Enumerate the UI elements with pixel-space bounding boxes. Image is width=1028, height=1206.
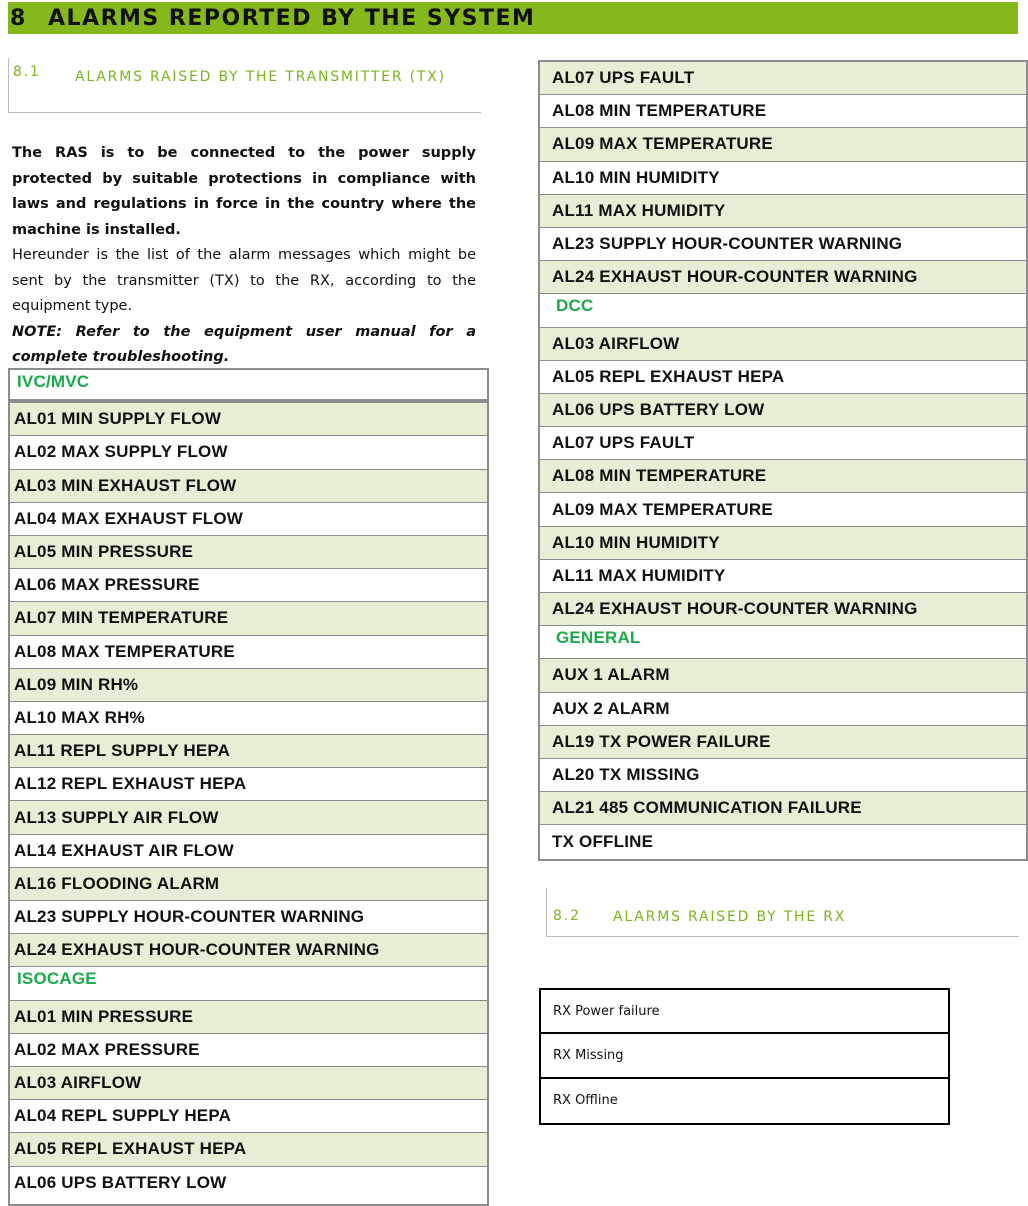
table-row: AL24 EXHAUST HOUR-COUNTER WARNING	[540, 261, 1026, 294]
table-row: AL05 REPL EXHAUST HEPA	[10, 1133, 487, 1166]
table-row: RX Missing	[541, 1034, 948, 1078]
intro-body-paragraph: Hereunder is the list of the alarm messages which might be sent by the transmitter (TX) to the RX, according to the equipment type.	[12, 247, 476, 314]
table-row: AL09 MAX TEMPERATURE	[540, 493, 1026, 526]
table-row: AL06 MAX PRESSURE	[10, 569, 487, 602]
tx-alarm-table-right	[538, 60, 1028, 861]
intro-note: NOTE: Refer to the equipment user manual for a complete troubleshooting.	[12, 323, 476, 365]
table-row: AL07 UPS FAULT	[540, 62, 1026, 95]
table-row: AL03 AIRFLOW	[10, 1067, 487, 1100]
intro-bold-paragraph: The RAS is to be connected to the power supply protected by suitable protections in compliance with laws and regulations in force in the country where the machine is installed.	[12, 145, 476, 238]
table-row: AL04 REPL SUPPLY HEPA	[10, 1100, 487, 1133]
table-row: AL11 MAX HUMIDITY	[540, 560, 1026, 593]
tx-alarm-table-left	[8, 368, 489, 1206]
table-row: AL01 MIN SUPPLY FLOW	[10, 403, 487, 436]
table-row: AL14 EXHAUST AIR FLOW	[10, 835, 487, 868]
table-row: TX OFFLINE	[552, 831, 654, 851]
table-group-header: ISOCAGE	[10, 967, 487, 1000]
section-heading	[8, 2, 1018, 34]
table-row: AL02 MAX PRESSURE	[10, 1034, 487, 1067]
table-group-header: DCC	[540, 294, 1026, 327]
table-row: AUX 1 ALARM	[540, 659, 1026, 692]
section-number: 8	[10, 5, 27, 31]
table-row: AL08 MIN TEMPERATURE	[540, 460, 1026, 493]
table-group-header: GENERAL	[540, 626, 1026, 659]
table-row: AL10 MIN HUMIDITY	[540, 527, 1026, 560]
table-row: AL21 485 COMMUNICATION FAILURE	[540, 792, 1026, 825]
table-row: AL10 MAX RH%	[10, 702, 487, 735]
table-row: AL19 TX POWER FAILURE	[540, 726, 1026, 759]
subsection-number: 8.2	[553, 908, 581, 924]
table-row: AL10 MIN HUMIDITY	[540, 162, 1026, 195]
table-row: AL05 REPL EXHAUST HEPA	[540, 361, 1026, 394]
table-row: AL20 TX MISSING	[540, 759, 1026, 792]
table-row: RX Power failure	[541, 990, 948, 1034]
intro-text	[12, 141, 476, 371]
subsection-heading-tx	[8, 58, 481, 113]
table-row: AL02 MAX SUPPLY FLOW	[10, 436, 487, 469]
table-row: AL12 REPL EXHAUST HEPA	[10, 768, 487, 801]
subsection-number: 8.1	[13, 64, 41, 80]
table-row: AL01 MIN PRESSURE	[10, 1001, 487, 1034]
subsection-title: ALARMS RAISED BY THE RX	[613, 909, 847, 925]
table-row: AL13 SUPPLY AIR FLOW	[10, 801, 487, 834]
table-row: AL24 EXHAUST HOUR-COUNTER WARNING	[540, 593, 1026, 626]
table-row: AL07 UPS FAULT	[540, 427, 1026, 460]
table-row: AL11 MAX HUMIDITY	[540, 195, 1026, 228]
table-row: AL11 REPL SUPPLY HEPA	[10, 735, 487, 768]
table-row: AL23 SUPPLY HOUR-COUNTER WARNING	[540, 228, 1026, 261]
table-row: AL16 FLOODING ALARM	[10, 868, 487, 901]
table-group-header: IVC/MVC	[10, 370, 487, 403]
table-row: RX Offline	[553, 1093, 618, 1109]
table-row: AL04 MAX EXHAUST FLOW	[10, 503, 487, 536]
table-row: AL08 MAX TEMPERATURE	[10, 636, 487, 669]
subsection-heading-rx	[546, 888, 1019, 937]
table-row: AL07 MIN TEMPERATURE	[10, 602, 487, 635]
table-row: AL09 MIN RH%	[10, 669, 487, 702]
table-row: AL09 MAX TEMPERATURE	[540, 128, 1026, 161]
rx-alarm-table	[539, 988, 950, 1125]
table-row: AL06 UPS BATTERY LOW	[14, 1173, 227, 1193]
subsection-title: ALARMS RAISED BY THE TRANSMITTER (TX)	[75, 69, 446, 85]
table-row: AL06 UPS BATTERY LOW	[540, 394, 1026, 427]
table-row: AUX 2 ALARM	[540, 693, 1026, 726]
table-row: AL24 EXHAUST HOUR-COUNTER WARNING	[10, 934, 487, 967]
table-row: AL05 MIN PRESSURE	[10, 536, 487, 569]
table-row: AL23 SUPPLY HOUR-COUNTER WARNING	[10, 901, 487, 934]
section-title: ALARMS REPORTED BY THE SYSTEM	[48, 5, 536, 31]
table-row: AL03 MIN EXHAUST FLOW	[10, 470, 487, 503]
table-row: AL08 MIN TEMPERATURE	[540, 95, 1026, 128]
table-row: AL03 AIRFLOW	[540, 328, 1026, 361]
